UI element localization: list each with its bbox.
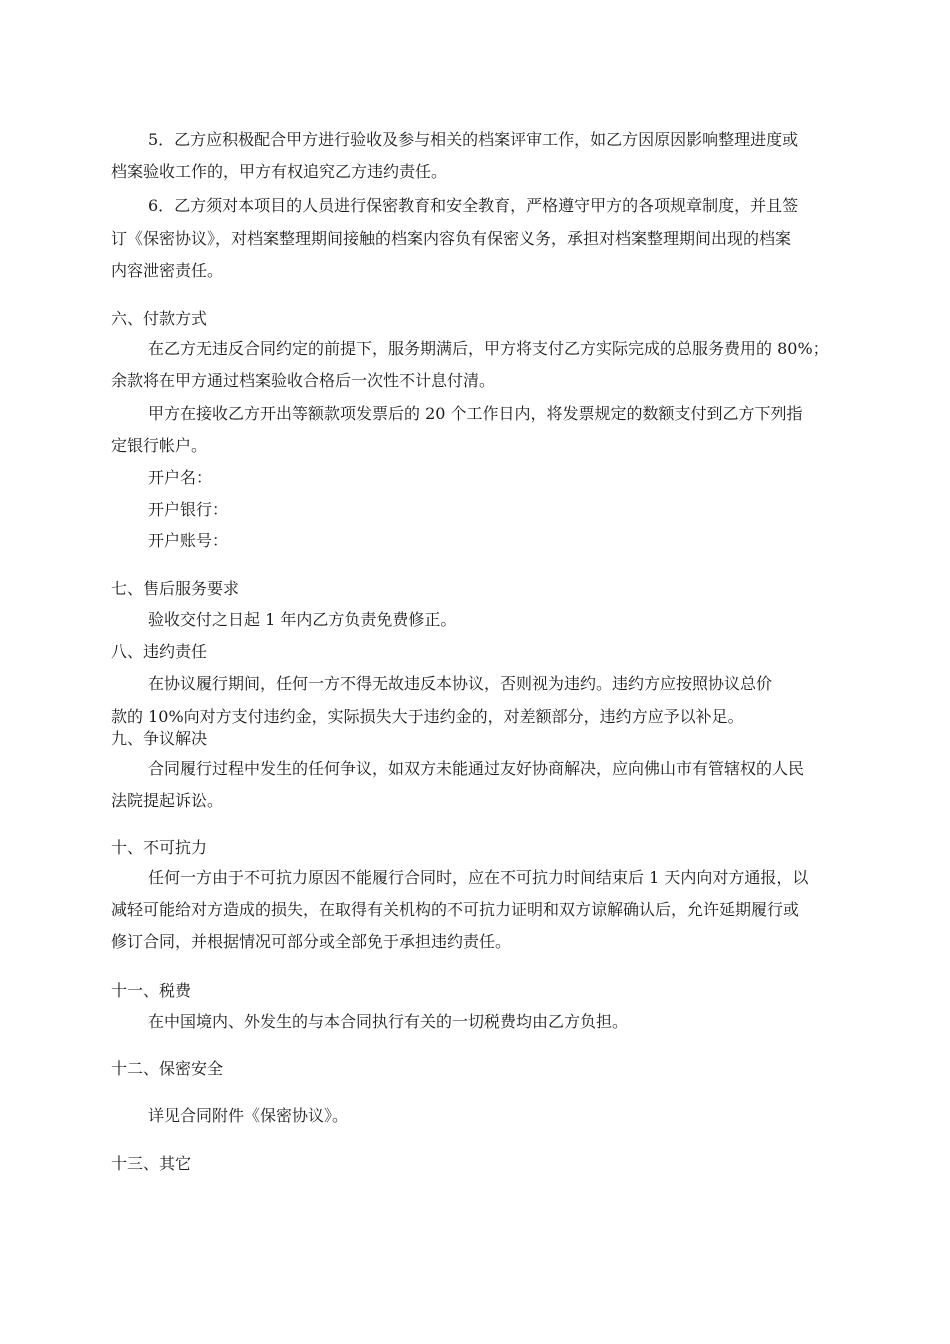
section-8-heading: 八、违约责任 bbox=[111, 642, 208, 661]
clause-5-line-2: 档案验收工作的，甲方有权追究乙方违约责任。 bbox=[111, 162, 448, 181]
section-6-heading: 六、付款方式 bbox=[111, 309, 208, 328]
section-6-para-1-line-1: 在乙方无违反合同约定的前提下，服务期满后，甲方将支付乙方实际完成的总服务费用的 80%； bbox=[148, 339, 829, 358]
section-6-para-2-line-1: 甲方在接收乙方开出等额款项发票后的 20 个工作日内，将发票规定的数额支付到乙方下列指 bbox=[148, 404, 803, 423]
section-12-heading: 十二、保密安全 bbox=[111, 1059, 224, 1078]
account-bank-label: 开户银行： bbox=[148, 500, 229, 519]
section-11-text: 在中国境内、外发生的与本合同执行有关的一切税费均由乙方负担。 bbox=[148, 1012, 629, 1031]
section-10-line-2: 减轻可能给对方造成的损失，在取得有关机构的不可抗力证明和双方谅解确认后，允许延期履行或 bbox=[111, 900, 800, 919]
clause-5-line-1: 5．乙方应积极配合甲方进行验收及参与相关的档案评审工作，如乙方因原因影响整理进度或 bbox=[148, 130, 799, 149]
section-11-heading: 十一、税费 bbox=[111, 981, 192, 1000]
section-13-heading: 十三、其它 bbox=[111, 1154, 192, 1173]
clause-6-line-3: 内容泄密责任。 bbox=[111, 261, 224, 280]
section-8-line-1: 在协议履行期间，任何一方不得无故违反本协议，否则视为违约。违约方应按照协议总价 bbox=[148, 674, 773, 693]
section-12-text: 详见合同附件《保密协议》。 bbox=[148, 1106, 349, 1125]
account-number-label: 开户账号： bbox=[148, 531, 229, 550]
section-7-text: 验收交付之日起 1 年内乙方负责免费修正。 bbox=[148, 610, 457, 629]
section-10-line-3: 修订合同，并根据情况可部分或全部免于承担违约责任。 bbox=[111, 932, 512, 951]
section-10-heading: 十、不可抗力 bbox=[111, 838, 208, 857]
clause-6-line-1: 6．乙方须对本项目的人员进行保密教育和安全教育，严格遵守甲方的各项规章制度，并且签 bbox=[148, 196, 799, 215]
section-9-line-2: 法院提起诉讼。 bbox=[111, 791, 224, 810]
section-6-para-2-line-2: 定银行帐户。 bbox=[111, 436, 208, 455]
section-9-heading: 九、争议解决 bbox=[111, 729, 208, 748]
clause-6-line-2: 订《保密协议》，对档案整理期间接触的档案内容负有保密义务，承担对档案整理期间出现的档案 bbox=[111, 229, 792, 248]
section-10-line-1: 任何一方由于不可抗力原因不能履行合同时，应在不可抗力时间结束后 1 天内向对方通报，以 bbox=[148, 868, 809, 887]
section-8-line-2: 款的 10%向对方支付违约金，实际损失大于违约金的，对差额部分，违约方应予以补足。 bbox=[111, 707, 744, 726]
account-name-label: 开户名： bbox=[148, 468, 213, 487]
section-7-heading: 七、售后服务要求 bbox=[111, 579, 240, 598]
section-6-para-1-line-2: 余款将在甲方通过档案验收合格后一次性不计息付清。 bbox=[111, 371, 496, 390]
section-9-line-1: 合同履行过程中发生的任何争议，如双方未能通过友好协商解决，应向佛山市有管辖权的人民 bbox=[148, 759, 805, 778]
